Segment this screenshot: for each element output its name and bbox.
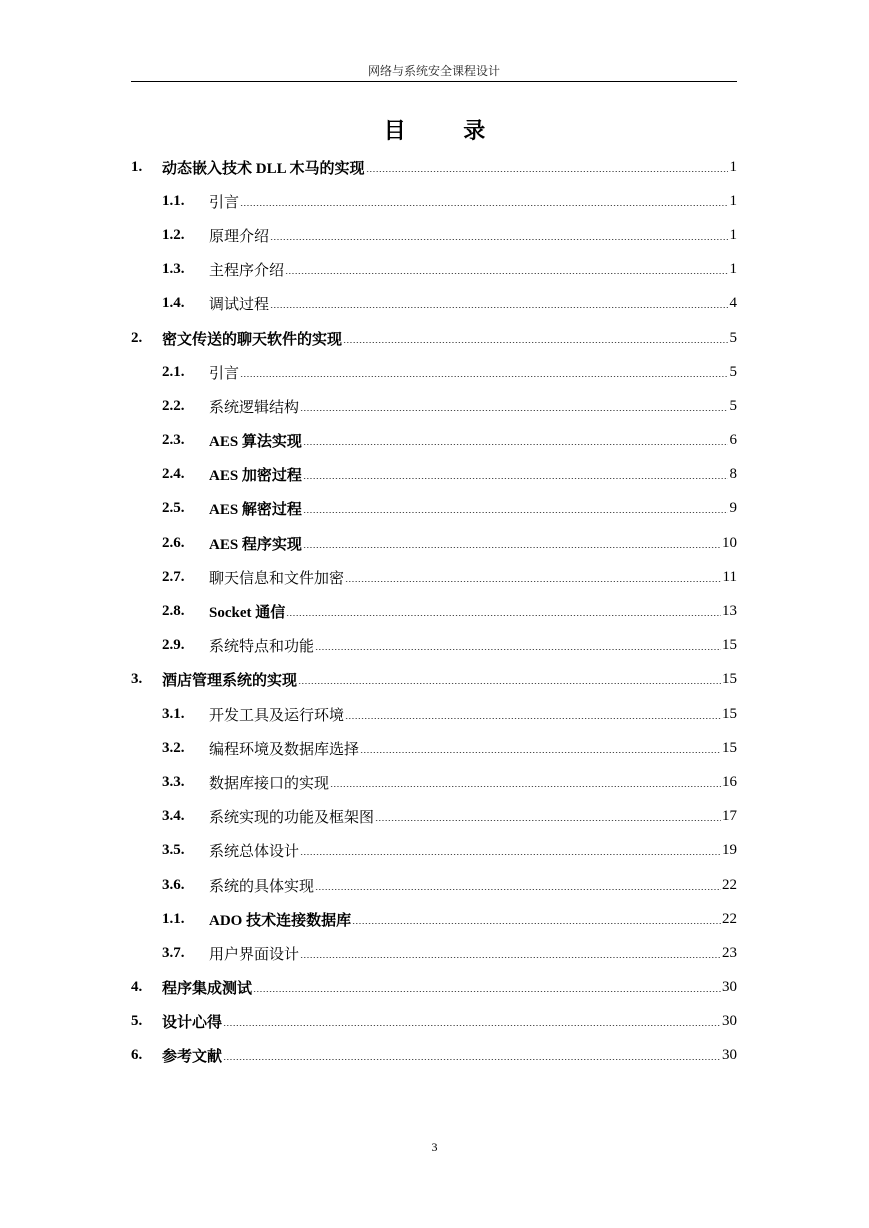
toc-entry-label: 系统的具体实现 xyxy=(209,878,315,895)
toc-entry-page: 30 xyxy=(722,1013,737,1030)
toc-entry-number: 1.4. xyxy=(162,295,185,312)
toc-entry-label: 聊天信息和文件加密 xyxy=(209,570,345,587)
toc-entry-number: 2.7. xyxy=(162,568,185,585)
toc-entry-label: AES 程序实现 xyxy=(209,536,302,553)
toc-entry-label: 调试过程 xyxy=(209,297,270,314)
dot-leader xyxy=(298,683,721,684)
dot-leader xyxy=(270,307,728,308)
toc-entry-page: 15 xyxy=(722,739,737,756)
dot-leader xyxy=(240,376,728,377)
toc-entry[interactable] xyxy=(131,321,737,355)
toc-entry-label: 引言 xyxy=(209,194,240,211)
toc-entry-number: 4. xyxy=(131,979,143,996)
toc-entry-label: 密文传送的聊天软件的实现 xyxy=(162,331,343,348)
toc-entry[interactable] xyxy=(131,868,737,902)
toc-entry[interactable] xyxy=(131,253,737,287)
toc-entry-label: 系统实现的功能及框架图 xyxy=(209,810,375,827)
header-rule xyxy=(131,81,737,82)
toc-entry[interactable] xyxy=(131,902,737,936)
toc-entry-label: 开发工具及运行环境 xyxy=(209,707,345,724)
dot-leader xyxy=(345,718,721,719)
toc-entry[interactable] xyxy=(131,800,737,834)
dot-leader xyxy=(315,649,721,650)
toc-entry[interactable] xyxy=(131,287,737,321)
toc-entry-number: 6. xyxy=(131,1047,143,1064)
toc-entry-label: 编程环境及数据库选择 xyxy=(209,741,360,758)
toc-entry-page: 15 xyxy=(722,637,737,654)
toc-entry-number: 2.5. xyxy=(162,500,185,517)
toc-entry-page: 5 xyxy=(729,329,737,346)
dot-leader xyxy=(300,410,728,411)
toc-entry-number: 5. xyxy=(131,1013,143,1030)
dot-leader xyxy=(303,547,721,548)
toc-entry-number: 3.1. xyxy=(162,705,185,722)
toc-entry-label: 系统总体设计 xyxy=(209,844,300,861)
toc-entry-page: 23 xyxy=(722,944,737,961)
dot-leader xyxy=(352,923,721,924)
toc-entry-page: 16 xyxy=(722,773,737,790)
dot-leader xyxy=(223,1025,721,1026)
toc-entry-label: 系统特点和功能 xyxy=(209,639,315,656)
toc-entry-page: 9 xyxy=(729,500,737,517)
toc-entry[interactable] xyxy=(131,389,737,423)
toc-entry-number: 3. xyxy=(131,671,143,688)
toc-entry-label: 酒店管理系统的实现 xyxy=(162,673,298,690)
toc-entry[interactable] xyxy=(131,971,737,1005)
dot-leader xyxy=(270,239,728,240)
toc-entry-page: 1 xyxy=(729,226,737,243)
toc-entry-page: 8 xyxy=(729,466,737,483)
toc-entry-page: 4 xyxy=(729,295,737,312)
dot-leader xyxy=(360,752,721,753)
toc-entry[interactable] xyxy=(131,218,737,252)
toc-entry[interactable] xyxy=(131,526,737,560)
toc-entry-label: ADO 技术连接数据库 xyxy=(209,912,352,929)
toc-entry-page: 1 xyxy=(729,261,737,278)
toc-entry[interactable] xyxy=(131,834,737,868)
dot-leader xyxy=(343,342,728,343)
dot-leader xyxy=(315,889,721,890)
toc-entry-number: 3.4. xyxy=(162,808,185,825)
toc-entry[interactable] xyxy=(131,663,737,697)
toc-entry-number: 2. xyxy=(131,329,143,346)
dot-leader xyxy=(375,820,721,821)
toc-entry-label: 动态嵌入技术 DLL 木马的实现 xyxy=(162,160,365,177)
toc-entry[interactable] xyxy=(131,150,737,184)
toc-entry[interactable] xyxy=(131,731,737,765)
toc-title: 目 录 xyxy=(383,118,512,143)
toc-entry-page: 11 xyxy=(722,568,737,585)
toc-entry-number: 2.9. xyxy=(162,637,185,654)
toc-entry-label: 参考文献 xyxy=(162,1049,223,1066)
page-number: 3 xyxy=(431,1140,438,1154)
toc-entry[interactable] xyxy=(131,1005,737,1039)
toc-entry-page: 1 xyxy=(729,158,737,175)
toc-list xyxy=(131,150,737,1073)
toc-entry-number: 2.2. xyxy=(162,397,185,414)
toc-entry-number: 3.2. xyxy=(162,739,185,756)
toc-entry-label: 原理介绍 xyxy=(209,228,270,245)
toc-entry-page: 5 xyxy=(729,397,737,414)
toc-entry[interactable] xyxy=(131,697,737,731)
toc-entry-number: 3.5. xyxy=(162,842,185,859)
toc-entry-page: 6 xyxy=(729,432,737,449)
toc-entry-number: 3.7. xyxy=(162,944,185,961)
toc-entry-page: 19 xyxy=(722,842,737,859)
running-header: 网络与系统安全课程设计 xyxy=(367,64,500,78)
toc-entry-number: 3.6. xyxy=(162,876,185,893)
dot-leader xyxy=(223,1059,721,1060)
toc-entry-page: 15 xyxy=(722,671,737,688)
toc-entry-page: 1 xyxy=(729,192,737,209)
toc-entry[interactable] xyxy=(131,936,737,970)
dot-leader xyxy=(303,444,728,445)
toc-entry[interactable] xyxy=(131,765,737,799)
dot-leader xyxy=(303,512,728,513)
toc-entry[interactable] xyxy=(131,629,737,663)
toc-entry-number: 3.3. xyxy=(162,773,185,790)
dot-leader xyxy=(240,205,728,206)
toc-entry[interactable] xyxy=(131,594,737,628)
toc-entry-number: 1.1. xyxy=(162,910,185,927)
toc-entry-label: 数据库接口的实现 xyxy=(209,775,330,792)
dot-leader xyxy=(253,991,721,992)
dot-leader xyxy=(300,854,721,855)
toc-entry-label: 设计心得 xyxy=(162,1015,223,1032)
toc-entry-page: 5 xyxy=(729,363,737,380)
dot-leader xyxy=(285,273,728,274)
toc-entry-number: 2.6. xyxy=(162,534,185,551)
toc-entry-page: 13 xyxy=(722,603,737,620)
toc-entry-label: 系统逻辑结构 xyxy=(209,399,300,416)
toc-entry-page: 17 xyxy=(722,808,737,825)
toc-entry-label: 程序集成测试 xyxy=(162,981,253,998)
toc-entry-label: Socket 通信 xyxy=(209,605,286,622)
toc-entry[interactable] xyxy=(131,560,737,594)
dot-leader xyxy=(345,581,722,582)
toc-entry-label: 用户界面设计 xyxy=(209,946,300,963)
toc-entry-number: 2.1. xyxy=(162,363,185,380)
dot-leader xyxy=(366,171,728,172)
toc-entry-page: 30 xyxy=(722,1047,737,1064)
dot-leader xyxy=(286,615,721,616)
toc-entry-label: AES 加密过程 xyxy=(209,468,302,485)
toc-entry-number: 1.1. xyxy=(162,192,185,209)
dot-leader xyxy=(300,957,721,958)
toc-entry[interactable] xyxy=(131,424,737,458)
toc-entry[interactable] xyxy=(131,458,737,492)
toc-entry-number: 1.3. xyxy=(162,261,185,278)
toc-entry[interactable] xyxy=(131,492,737,526)
toc-entry[interactable] xyxy=(131,355,737,389)
toc-entry[interactable] xyxy=(131,184,737,218)
toc-entry-page: 30 xyxy=(722,979,737,996)
toc-entry-number: 2.4. xyxy=(162,466,185,483)
dot-leader xyxy=(303,478,728,479)
toc-entry-page: 22 xyxy=(722,910,737,927)
toc-entry-label: AES 算法实现 xyxy=(209,434,302,451)
toc-entry[interactable] xyxy=(131,1039,737,1073)
toc-entry-page: 15 xyxy=(722,705,737,722)
toc-entry-label: AES 解密过程 xyxy=(209,502,302,519)
toc-entry-page: 22 xyxy=(722,876,737,893)
toc-entry-number: 2.8. xyxy=(162,603,185,620)
toc-entry-label: 引言 xyxy=(209,365,240,382)
toc-entry-label: 主程序介绍 xyxy=(209,263,285,280)
toc-entry-number: 2.3. xyxy=(162,432,185,449)
dot-leader xyxy=(330,786,721,787)
toc-entry-number: 1. xyxy=(131,158,143,175)
toc-entry-number: 1.2. xyxy=(162,226,185,243)
toc-entry-page: 10 xyxy=(722,534,737,551)
